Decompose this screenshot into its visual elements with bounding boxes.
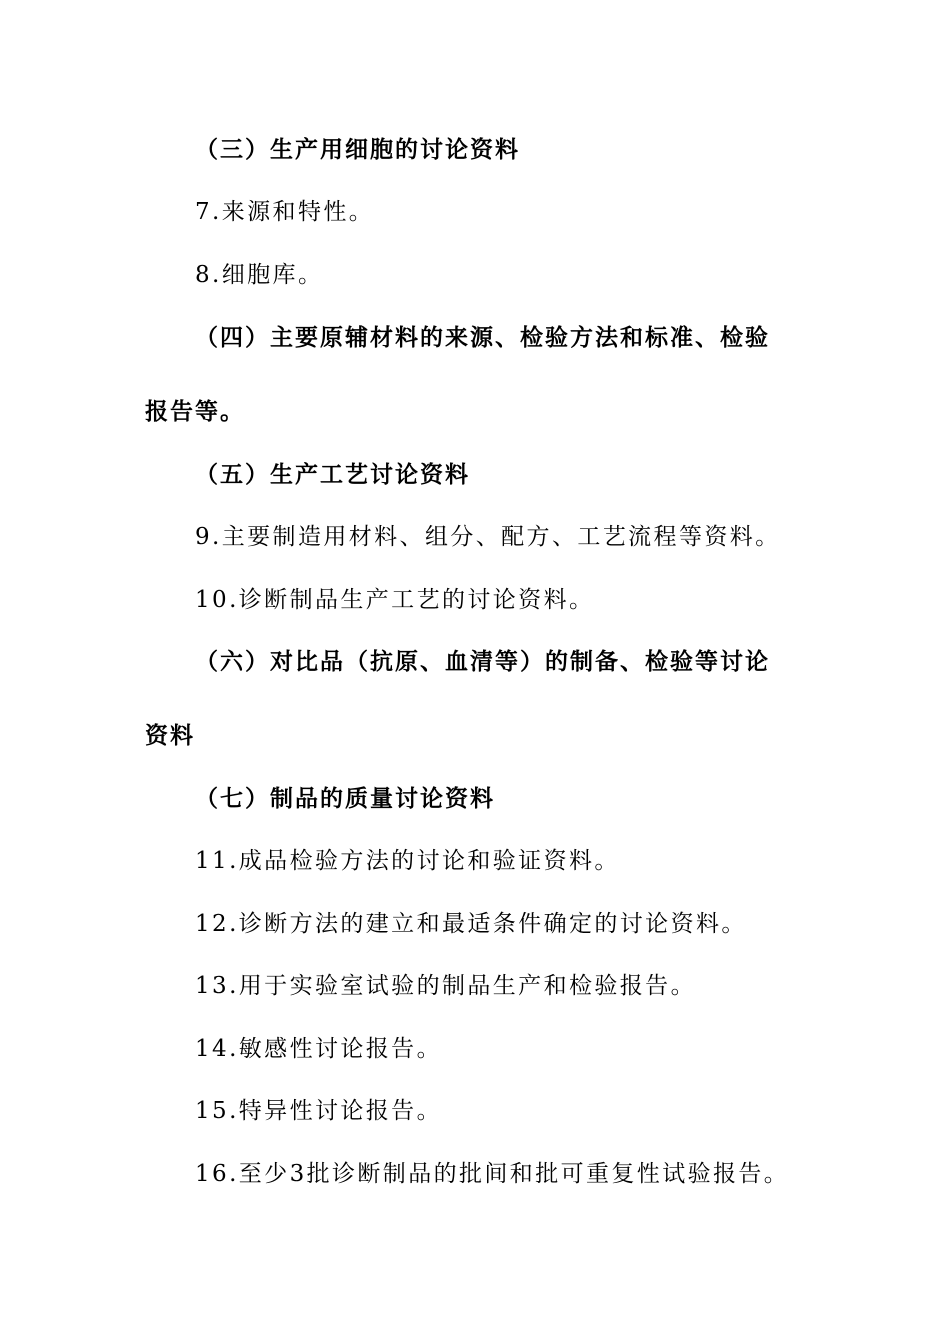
list-item-13: 13.用于实验室试验的制品生产和检验报告。 xyxy=(195,973,696,999)
section-heading-6-continued: 资料 xyxy=(145,722,195,749)
section-heading-6: （六）对比品（抗原、血清等）的制备、检验等讨论 xyxy=(195,648,770,675)
list-item-15: 15.特异性讨论报告。 xyxy=(195,1098,442,1124)
list-item-16: 16.至少3批诊断制品的批间和批可重复性试验报告。 xyxy=(195,1161,790,1187)
section-heading-4-continued: 报告等。 xyxy=(145,398,245,425)
list-item-7: 7.来源和特性。 xyxy=(195,199,375,225)
list-item-10: 10.诊断制品生产工艺的讨论资料。 xyxy=(195,587,595,613)
section-heading-3: （三）生产用细胞的讨论资料 xyxy=(195,136,520,163)
list-item-14: 14.敏感性讨论报告。 xyxy=(195,1036,442,1062)
list-item-8: 8.细胞库。 xyxy=(195,262,324,288)
list-item-12: 12.诊断方法的建立和最适条件确定的讨论资料。 xyxy=(195,911,747,937)
section-heading-7: （七）制品的质量讨论资料 xyxy=(195,785,495,812)
list-item-9: 9.主要制造用材料、组分、配方、工艺流程等资料。 xyxy=(195,524,781,550)
section-heading-5: （五）生产工艺讨论资料 xyxy=(195,461,470,488)
section-heading-4: （四）主要原辅材料的来源、检验方法和标准、检验 xyxy=(195,324,770,351)
list-item-11: 11.成品检验方法的讨论和验证资料。 xyxy=(195,848,620,874)
